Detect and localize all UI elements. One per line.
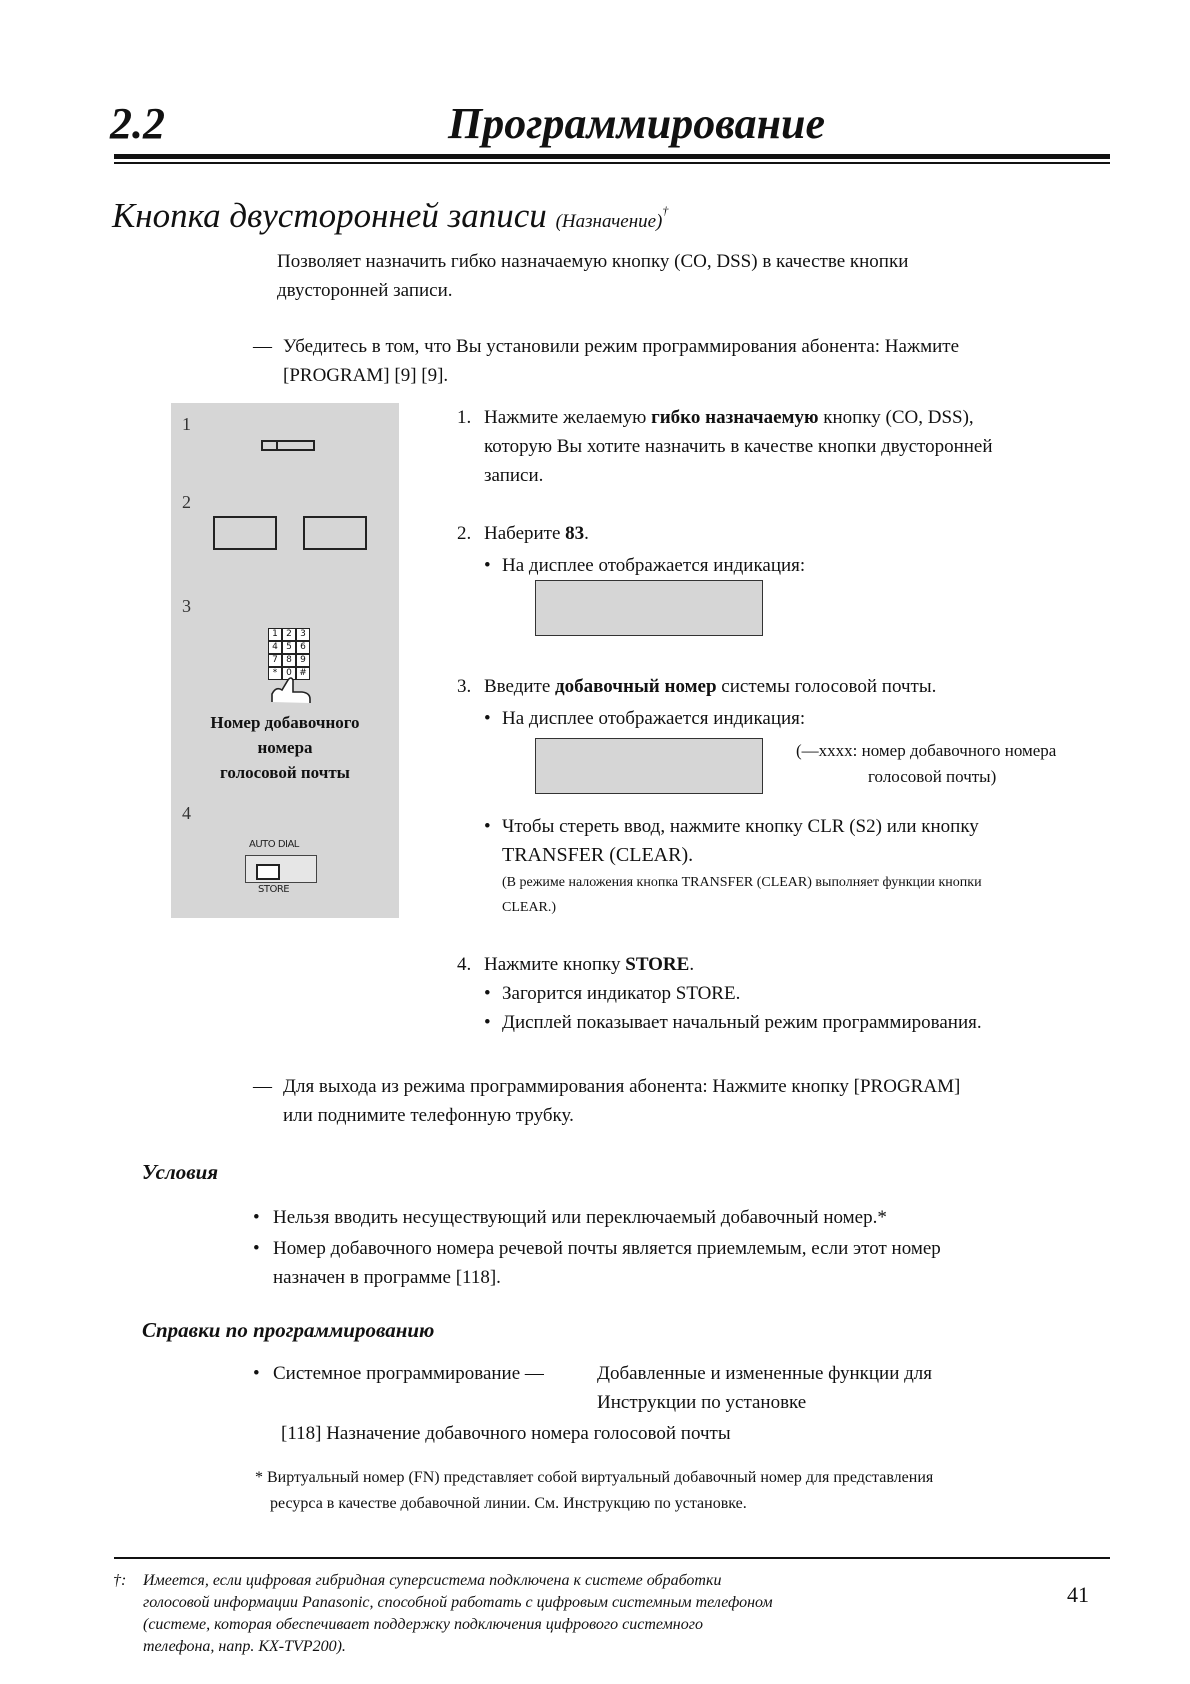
panel-step-number: 3 — [182, 596, 191, 616]
bullet-text: TRANSFER (CLEAR). — [502, 844, 694, 866]
condition-text: назначен в программе [118]. — [273, 1267, 501, 1288]
dial-key-icon — [213, 516, 277, 550]
bullet-text: На дисплее отображается индикация: — [502, 708, 806, 729]
dial-key-icon — [303, 516, 367, 550]
panel-caption — [171, 710, 399, 785]
bullet-dot: • — [484, 555, 491, 576]
exit-line: или поднимите телефонную трубку. — [283, 1105, 574, 1126]
condition-text: Номер добавочного номера речевой почты является приемлемым, если этот номер — [273, 1238, 941, 1259]
intro-paragraph — [277, 247, 1057, 305]
bullet-text: На дисплее отображается индикация: — [502, 555, 806, 576]
step-text: . — [689, 954, 695, 975]
pre-instruction — [253, 332, 1073, 390]
keypad-key: 4 — [268, 641, 282, 654]
caption-line: номера — [257, 738, 313, 757]
intro-line: Позволяет назначить гибко назначаемую кнопку (CO, DSS) в качестве кнопки — [277, 251, 909, 272]
keypad-key: 8 — [282, 654, 296, 667]
section-title: Программирование — [448, 99, 826, 148]
star-note-line: * Виртуальный номер (FN) представляет собой виртуальный добавочный номер для представления — [255, 1469, 934, 1486]
keypad-key: 5 — [282, 641, 296, 654]
finger-icon — [268, 672, 316, 704]
keypad-key: 9 — [296, 654, 310, 667]
conditions-heading: Условия — [142, 1160, 219, 1184]
bullet-dot: • — [484, 1012, 491, 1033]
reference-label: Системное программирование — — [273, 1363, 544, 1384]
display-indicator — [535, 738, 763, 794]
bullet-dot: • — [484, 983, 491, 1004]
step-line: которую Вы хотите назначить в качестве кнопки двусторонней — [484, 436, 993, 457]
store-label: STORE — [258, 884, 290, 895]
header-rule-thin — [114, 162, 1110, 164]
condition-text: Нельзя вводить несуществующий или переключаемый добавочный номер.* — [273, 1207, 887, 1228]
autodial-store-button-icon — [245, 839, 320, 895]
step-text: кнопку (CO, DSS), — [818, 407, 974, 428]
keypad-key: * — [268, 667, 282, 680]
footnote — [113, 1570, 843, 1658]
condition-item — [253, 1234, 1073, 1292]
exit-line: Для выхода из режима программирования абонента: Нажмите кнопку [PROGRAM] — [283, 1076, 961, 1097]
reference-line: Добавленные и измененные функции для — [597, 1363, 933, 1384]
bullet-text: Чтобы стереть ввод, нажмите кнопку CLR (S2) или кнопку — [502, 816, 979, 837]
bullet-text: Дисплей показывает начальный режим программирования. — [502, 1012, 982, 1033]
bullet-dot: • — [484, 816, 491, 837]
step-text: системы голосовой почты. — [716, 676, 937, 697]
caption-line: голосовой почты — [220, 763, 350, 782]
display-note — [796, 738, 1116, 790]
panel-step-number: 1 — [182, 414, 191, 434]
note-line: (—xxxx: номер добавочного номера — [796, 741, 1057, 760]
step-text-bold: добавочный номер — [555, 676, 717, 697]
note-line: голосовой почты) — [868, 767, 997, 786]
bullet-dot: • — [253, 1363, 260, 1384]
keypad-key: 7 — [268, 654, 282, 667]
step-text-bold: STORE — [625, 954, 690, 975]
star-note — [255, 1465, 1075, 1517]
autodial-button-shape — [245, 855, 317, 883]
step-line: записи. — [484, 465, 544, 486]
step-1 — [457, 403, 1097, 490]
step-text: Наберите — [484, 523, 566, 544]
small-note: CLEAR.) — [502, 900, 557, 915]
step-4 — [457, 950, 1097, 1037]
step-text: Нажмите желаемую — [484, 407, 652, 428]
footnote-line: телефона, напр. KX-TVP200). — [143, 1638, 346, 1655]
section-number: 2.2 — [110, 99, 165, 148]
intro-line: двусторонней записи. — [277, 280, 453, 301]
step-number: 2. — [457, 523, 472, 544]
flexible-button-icon — [261, 440, 315, 451]
feature-title — [112, 196, 668, 236]
reference-value — [597, 1359, 1077, 1417]
display-indicator — [535, 580, 763, 636]
keypad-key: 0 — [282, 667, 296, 680]
dash-mark: — — [253, 1076, 272, 1097]
references-heading: Справки по программированию — [142, 1318, 435, 1342]
step-text: Нажмите кнопку — [484, 954, 626, 975]
step-text: Введите — [484, 676, 556, 697]
dash-mark: — — [253, 336, 272, 357]
step-3 — [457, 672, 1097, 733]
pre-line: [PROGRAM] [9] [9]. — [283, 365, 449, 386]
bullet-dot: • — [253, 1238, 260, 1259]
footnote-line: Имеется, если цифровая гибридная суперсистема подключена к системе обработки — [143, 1572, 722, 1589]
step-text-bold: 83 — [565, 523, 585, 544]
reference-program: [118] Назначение добавочного номера голосовой почты — [281, 1423, 731, 1444]
small-note: (В режиме наложения кнопка TRANSFER (CLEAR) выполняет функции кнопки — [502, 875, 982, 890]
keypad-key: 2 — [282, 628, 296, 641]
star-note-line: ресурса в качестве добавочной линии. См. Инструкцию по установке. — [270, 1495, 747, 1512]
autodial-label: AUTO DIAL — [249, 839, 299, 850]
bullet-text: Загорится индикатор STORE. — [502, 983, 741, 1004]
reference-line: Инструкции по установке — [597, 1392, 807, 1413]
keypad-key: # — [296, 667, 310, 680]
step-text-bold: гибко назначаемую — [651, 407, 819, 428]
bullet-dot: • — [253, 1207, 260, 1228]
step-number: 4. — [457, 954, 472, 975]
step-text: . — [584, 523, 589, 544]
pre-line: Убедитесь в том, что Вы установили режим программирования абонента: Нажмите — [283, 336, 960, 357]
step-number: 3. — [457, 676, 472, 697]
keypad-icon — [268, 628, 312, 700]
keypad-key: 6 — [296, 641, 310, 654]
feature-title-text: Кнопка двусторонней записи — [112, 196, 547, 235]
footnote-line: (системе, которая обеспечивает поддержку подключения цифрового системного — [143, 1616, 703, 1633]
step-3-clear-note — [457, 812, 1097, 920]
exit-instruction — [253, 1072, 1073, 1130]
footer-rule — [114, 1557, 1110, 1559]
step-number: 1. — [457, 407, 472, 428]
bullet-dot: • — [484, 708, 491, 729]
panel-step-number: 4 — [182, 803, 191, 823]
header-rule — [114, 154, 1110, 159]
feature-mark: † — [662, 203, 669, 218]
step-2 — [457, 519, 1097, 580]
footnote-mark: †: — [113, 1572, 127, 1589]
keypad-key: 1 — [268, 628, 282, 641]
condition-item — [253, 1203, 1073, 1232]
footnote-line: голосовой информации Panasonic, способной работать с цифровым системным телефоном — [143, 1594, 773, 1611]
page-number: 41 — [1067, 1582, 1089, 1607]
caption-line: Номер добавочного — [210, 713, 360, 732]
panel-step-number: 2 — [182, 492, 191, 512]
keypad-key: 3 — [296, 628, 310, 641]
feature-subtitle: (Назначение) — [555, 211, 663, 232]
